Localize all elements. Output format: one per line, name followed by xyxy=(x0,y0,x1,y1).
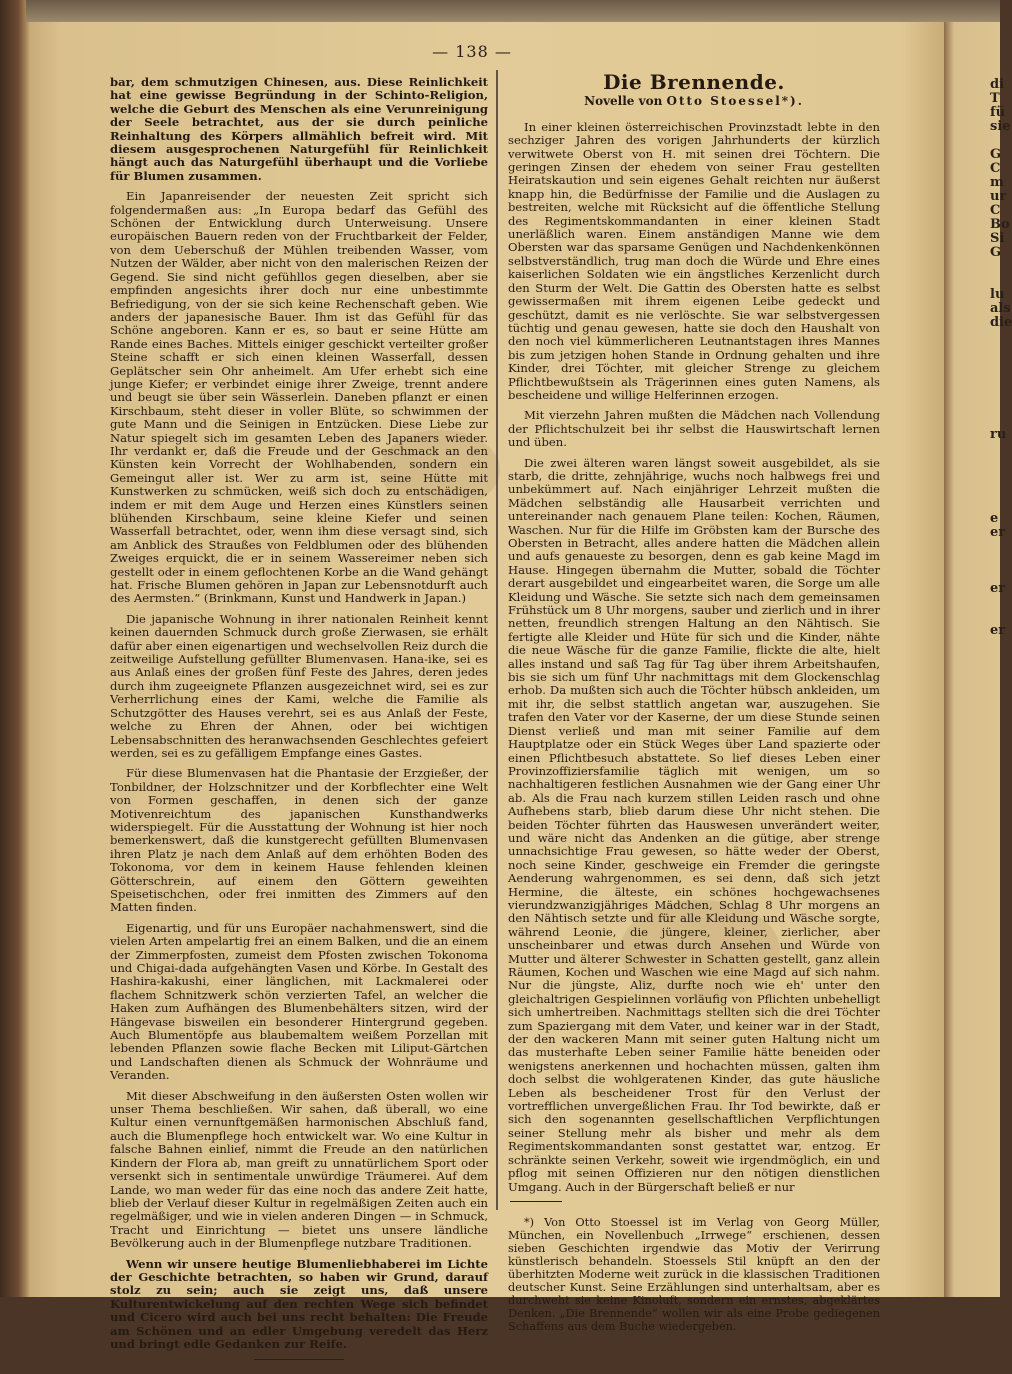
paragraph: Für diese Blumenvasen hat die Phantasie der Erzgießer, der Tonbildner, der Holzschnitzer und der Korbflechter eine Welt von Formen geschaffen, in denen sich der ganze Motivenreichtum des japanischen Kunsthandwerks widerspiegelt. Für die Ausstattung der Wohnung ist hier noch bemerkenswert, daß die kunstgerecht gefüllten Blumenvasen ihren Platz je nach dem Anlaß auf dem erhöhten Boden des Tokonoma, vor dem in keinem Hause fehlenden kleinen Götterschrein, auf einem den Göttern geweihten Speisetischchen, oder frei inmitten des Zimmers auf den Matten finden. xyxy=(110,766,488,915)
adjacent-page-fragment xyxy=(944,344,1000,358)
paragraph: bar, dem schmutzigen Chinesen, aus. Diese Reinlichkeit hat eine gewisse Begründung in der Schinto-Religion, welche die Geburt des Menschen als eine Verunreinigung der Seele betrachtet, aus der sie durch peinliche Reinhaltung des Körpers allmählich befreit wird. Mit diesem ausgesprochenen Naturgefühl für Reinlichkeit hängt auch das Naturgefühl überhaupt und die Vorliebe für Blumen zusammen. xyxy=(110,75,488,183)
adjacent-page-fragment: fü xyxy=(990,105,1006,120)
right-column xyxy=(508,70,880,1340)
adjacent-page-fragment: C xyxy=(990,161,1001,176)
adjacent-page-fragment: er xyxy=(990,581,1006,596)
subtitle-prefix: Novelle von xyxy=(584,94,667,109)
adjacent-page-fragment xyxy=(944,540,1000,554)
story-subtitle xyxy=(508,95,880,108)
adjacent-page-text xyxy=(944,22,1012,638)
adjacent-page-fragment: G xyxy=(990,245,1002,260)
adjacent-page-fragment xyxy=(944,484,1000,498)
adjacent-page-fragment xyxy=(944,386,1000,400)
author-name: Otto Stoessel*). xyxy=(666,94,804,109)
footnote-rule xyxy=(510,1201,562,1202)
adjacent-page-fragment: Bo xyxy=(990,217,1010,232)
adjacent-page-fragment: lu xyxy=(990,287,1005,302)
paragraph: Ein Japanreisender der neuesten Zeit spricht sich folgendermaßen aus: „In Europa bedarf das Gefühl des Schönen der Entwicklung durch Unterweisung. Unsere europäischen Bauern reden von der Fruchtbarkeit der Felder, von dem Ueberschuß der Mühlen treibenden Wasser, vom Nutzen der Wälder, aber nicht von den malerischen Reizen der Gegend. Sie sind nicht gefühllos gegen dieselben, aber sie empfinden angesichts ihrer doch nur eine unbestimmte Befriedigung, von der sie sich keine Rechenschaft geben. Wie anders der japanesische Bauer. Ihm ist das Gefühl für das Schöne angeboren. Kann er es, so baut er seine Hütte am Rande eines Baches. Mittels einiger geschickt verteilter großer Steine schafft er sich einen kleinen Wasserfall, dessen Geplätscher sein Ohr anheimelt. Am Ufer erhebt sich eine junge Kiefer; er verbindet einige ihrer Zweige, trennt andere und beugt sie über sein Wässerlein. Daneben pflanzt er einen Kirschbaum, steht dieser in voller Blüte, so schwimmen der gute Mann und die Seinigen in Entzücken. Diese Liebe zur Natur spiegelt sich im gesamten Leben des Japaners wieder. Ihr verdankt er, daß die Freude und der Geschmack an den Künsten kein Vorrecht der Wohlhabenden, sondern ein Gemeingut aller ist. Wer zu arm ist, seine Hütte mit Kunstwerken zu schmücken, weiß sich doch zu entschädigen, indem er mit dem Auge und Herzen eines Künstlers seinen blühenden Kirschbaum, seine kleine Kiefer und seinen Wasserfall betrachtet, oder, wenn ihm diese versagt sind, sich am Anblick des Straußes von Feldblumen oder des blühenden Zweiges erquickt, die er in seinem Wassereimer neben sich gestellt oder in einem geflochtenen Korbe an die Wand gehängt hat. Frische Blumen gehören in Japan zur Lebensnotdurft auch des Aermsten.“ (Brinkmann, Kunst und Handwerk in Japan.) xyxy=(110,189,488,606)
adjacent-page-fragment xyxy=(944,372,1000,386)
adjacent-page-fragment xyxy=(944,610,1000,624)
adjacent-page-fragment xyxy=(944,330,1000,344)
adjacent-page-fragment: ru xyxy=(990,427,1007,442)
adjacent-page-fragment xyxy=(944,498,1000,512)
paragraph: Wenn wir unsere heutige Blumenliebhaberei im Lichte der Geschichte betrachten, so haben wir Grund, darauf stolz zu sein; auch sie zeigt uns, daß unsere Kulturentwickelung auf den rechten Wege sich befindet und Cicero wird auch bei uns recht behalten: Die Freude am Schönen und an edler Umgebung veredelt das Herz und bringt edle Gedanken zur Reife. xyxy=(110,1256,488,1351)
paragraph: Mit dieser Abschweifung in den äußersten Osten wollen wir unser Thema beschließen. Wir sahen, daß überall, wo eine Kultur einen vernunftgemäßen harmonischen Abschluß fand, auch die Blumenpflege hoch entwickelt war. Wo eine Kultur in falsche Bahnen einlief, nimmt die Freude an den natürlichen Kindern der Flora ab, man greift zu unnatürlichem Sport oder versenkt sich in sentimentale unwürdige Träumerei. Auf dem Lande, wo man weder für das eine noch das andere Zeit hatte, blieb der Verlauf dieser Kultur in regelmäßigen Zeiten auch ein regelmäßiger, und wie in vielen anderen Dingen — in Schmuck, Tracht und Einrichtung — bietet uns unsere ländliche Bevölkerung auch in der Blumenpflege nutzbare Traditionen. xyxy=(110,1088,488,1251)
adjacent-page-fragment: als xyxy=(990,301,1011,316)
column-divider xyxy=(496,70,498,1210)
page-number: — 138 — xyxy=(432,42,512,61)
paragraph: Die japanische Wohnung in ihrer nationalen Reinheit kennt keinen dauernden Schmuck durch große Zierwasen, sie erhält dafür aber einen eigenartigen und wechselvollen Reiz durch die zeitweilige Aufstellung gefüllter Blumenvasen. Hana-ike, sei es aus Anlaß eines der großen fünf Feste des Jahres, deren jedes durch ihm zugeeignete Pflanzen ausgezeichnet wird, sei es zur Verherrlichung eines der Kami, welche die Familie als Schutzgötter des Hauses verehrt, sei es aus Anlaß der Feste, welche zu Ehren der Ahnen, oder bei wichtigen Lebensabschnitten des heranwachsenden Geschlechtes gefeiert werden, sei es zu gefälligem Empfange eines Gastes. xyxy=(110,611,488,760)
adjacent-page-fragment: Si xyxy=(990,231,1005,246)
footnote: *) Von Otto Stoessel ist im Verlag von Georg Müller, München, ein Novellenbuch „Irrwege“ erschienen, dessen sieben Geschichten irgendwie das Motiv der Verirrung künstlerisch behandeln. Stoessels Stil knüpft an den der überhitzten Moderne weit zurück in die klassischen Traditionen deutscher Kunst. Seine Erzählungen sind unterhaltsam, aber es durchweht sie keine Kinoluft, sondern ein ernstes, abgeklärtes Denken. „Die Brennende“ wollen wir als eine Probe gediegenen Schaffens aus dem Buche wiedergeben. xyxy=(508,1215,880,1333)
adjacent-page-fragment: di xyxy=(990,77,1005,92)
adjacent-page-fragment xyxy=(944,568,1000,582)
adjacent-page-fragment xyxy=(944,456,1000,470)
adjacent-page-fragment: er xyxy=(990,623,1006,638)
adjacent-page-fragment xyxy=(944,274,1000,288)
adjacent-page xyxy=(944,22,1012,1297)
adjacent-page-fragment: m xyxy=(990,175,1004,190)
adjacent-page-fragment xyxy=(944,400,1000,414)
end-rule xyxy=(254,1359,344,1360)
paragraph: Mit vierzehn Jahren mußten die Mädchen nach Vollendung der Pflichtschulzeit bei ihr selbst die Hauswirtschaft lernen und üben. xyxy=(508,408,880,450)
adjacent-page-fragment xyxy=(944,554,1000,568)
adjacent-page-fragment xyxy=(944,414,1000,428)
adjacent-page-fragment: e xyxy=(990,511,999,526)
adjacent-page-fragment: die xyxy=(990,315,1012,330)
page-top-edge xyxy=(0,0,1000,22)
adjacent-page-fragment: ur xyxy=(990,189,1007,204)
adjacent-page-fragment xyxy=(944,442,1000,456)
adjacent-page-fragment: G xyxy=(990,147,1002,162)
paragraph: In einer kleinen österreichischen Provinzstadt lebte in den sechziger Jahren des vorigen Jahrhunderts der kürzlich verwitwete Oberst von H. mit seinen drei Töchtern. Die geringen Zinsen der ehedem von seiner Frau gestellten Heiratskaution und sein eigenes Gehalt reichten nur äußerst knapp hin, die Bedürfnisse der Familie und die Auslagen zu bestreiten, welche mit Rücksicht auf die öffentliche Stellung des Regimentskommandanten in einer kleinen Stadt unerläßlich waren. Einem anständigen Manne wie dem Obersten war das sparsame Genügen und Nachdenkenkönnen selbstverständlich, trug man doch die Würde und Ehre eines kaiserlichen Soldaten wie ein ängstliches Kerzenlicht durch den Sturm der Welt. Die Gattin des Obersten hatte es selbst gewissermaßen mit ihrem eigenen Leibe gedeckt und geschützt, damit es nie verlöschte. Sie war selbstvergessen tüchtig und genau gewesen, hatte sie doch den Haushalt von den noch viel kümmerlicheren Leutnantstagen ihres Mannes bis zum jetzigen hohen Stande in Ordnung gehalten und ihre Kinder, drei Töchter, mit gleicher Strenge zu gleichem Pflichtbewußtsein als Trägerinnen eines guten Namens, als bescheidene und willige Helferinnen erzogen. xyxy=(508,119,880,402)
adjacent-page-fragment: er xyxy=(990,525,1006,540)
paragraph: Eigenartig, und für uns Europäer nachahmenswert, sind die vielen Arten ampelartig frei an einem Balken, und die an einem der Zimmerpfosten, zumeist dem Pfosten zwischen Tokonoma und Chigai-dada aufgehängten Vasen und Körbe. In Gestalt des Hashira-kakushi, einer länglichen, mit Lackmalerei oder flachem Schnitzwerk schön verzierten Tafel, an welcher die Haken zum Aufhängen des Blumenbehälters sitzen, wird der Hängevase bisweilen ein besonderer Hintergrund gegeben. Auch Blumentöpfe aus blaubemaltem weißem Porzellan mit lebenden Pflanzen sowie flache Becken mit Liliput-Gärtchen und Landschaften dienen als Schmuck der Wohnräume und Veranden. xyxy=(110,920,488,1083)
adjacent-page-fragment xyxy=(944,596,1000,610)
adjacent-page-fragment xyxy=(944,134,1000,148)
adjacent-page-fragment: T xyxy=(990,91,1000,106)
adjacent-page-fragment: sie xyxy=(990,119,1011,134)
left-column xyxy=(110,76,488,1374)
adjacent-page-fragment xyxy=(944,470,1000,484)
story-title: Die Brennende. xyxy=(603,70,785,94)
paragraph: Die zwei älteren waren längst soweit ausgebildet, als sie starb, die dritte, zehnjährige, wuchs noch halbwegs frei und unbekümmert auf. Nach einjähriger Lehrzeit mußten die Mädchen selbständig alle Hausarbeit verrichten und untereinander nach genauem Plane teilen: Kochen, Räumen, Waschen. Nur für die Hilfe im Gröbsten kam der Bursche des Obersten in Betracht, alles andere hatten die Mädchen allein und aufs genaueste zu besorgen, denn es gab keine Magd im Hause. Hingegen übernahm die Mutter, sobald die Töchter derart ausgebildet und eingearbeitet waren, die Sorge um alle Kleidung und Wäsche. Sie setzte sich nach dem gemeinsamen Frühstück um 8 Uhr morgens, sauber und zierlich und in ihrer netten, freundlich strengen Haltung an den Nähtisch. Sie fertigte alle Kleider und Hüte für sich und die Kinder, nähte die neue Wäsche für die ganze Familie, flickte die alte, hielt alles instand und saß Tag für Tag über ihrem Arbeitshaufen, bis sie sich um fünf Uhr nachmittags mit dem Glockenschlag erhob. Da mußten sich auch die Töchter hübsch ankleiden, um mit ihr, die selbst stattlich angetan war, auszugehen. Sie trafen den Vater vor der Kaserne, der um diese Stunde seinen Dienst verließ und man mit seiner Familie auf dem Hauptplatze oder ein Stück Weges über Land spazierte oder einen Pflichtbesuch abstattete. So lief dieses Leben einer Provinzoffiziersfamilie täglich mit wenigen, um so nachhaltigeren festlichen Ausnahmen wie der Gang einer Uhr ab. Als die Frau nach kurzem stillen Leiden rasch und ohne Aufhebens starb, blieb darum diese Uhr nicht stehen. Die beiden Töchter führten das Hauswesen unverändert weiter, und wäre nicht das Andenken an die gütige, aber strenge unnachsichtige Frau gewesen, so hätte weder der Oberst, noch seine Kinder, geschweige ein Fremder die geringste Aenderung wahrgenommen, es sei denn, daß sich jetzt Hermine, die älteste, ein schönes hochgewachsenes vierundzwanzigjähriges Mädchen, Schlag 8 Uhr morgens an den Nähtisch setzte und für alle Kleidung und Wäsche sorgte, während Leonie, die jüngere, kleiner, zierlicher, aber unscheinbarer und etwas durch Ansehen und Würde von Mutter und älterer Schwester in Schatten gestellt, ganz allein Räumen, Kochen und Waschen wie eine Magd auf sich nahm. Nur die jüngste, Aliz, durfte noch wie eh' unter den gleichaltrigen Gespielinnen vorläufig von Pflichten unbehelligt sich umhertreiben. Nachmittags stellten sich die drei Töchter zum Spaziergang mit dem Vater, und keiner war in der Stadt, der den wackeren Mann mit seiner guten Haltung nicht um das musterhafte Leben seiner Familie hätte beneiden oder wenigstens anerkennen und hochachten müssen, galten ihm doch selbst die wohlgeratenen Kinder, das gute häusliche Leben als bescheidener Trost für den Verlust der vortrefflichen unvergeßlichen Frau. Ihr Tod bewirkte, daß er sich den sogenannten gesellschaftlichen Verpflichtungen seiner Stellung mehr als bisher und mehr als dem Regimentskommandanten sonst gestattet war, entzog. Er schränkte seinen Verkehr, soweit wie irgendmöglich, ein und pflog mit seinen Offizieren nur den nötigen dienstlichen Umgang. Auch in der Bürgerschaft beließ er nur xyxy=(508,455,880,1194)
adjacent-page-fragment: C xyxy=(990,203,1001,218)
adjacent-page-fragment xyxy=(944,358,1000,372)
book-binding xyxy=(0,0,26,1297)
adjacent-page-fragment xyxy=(944,260,1000,274)
